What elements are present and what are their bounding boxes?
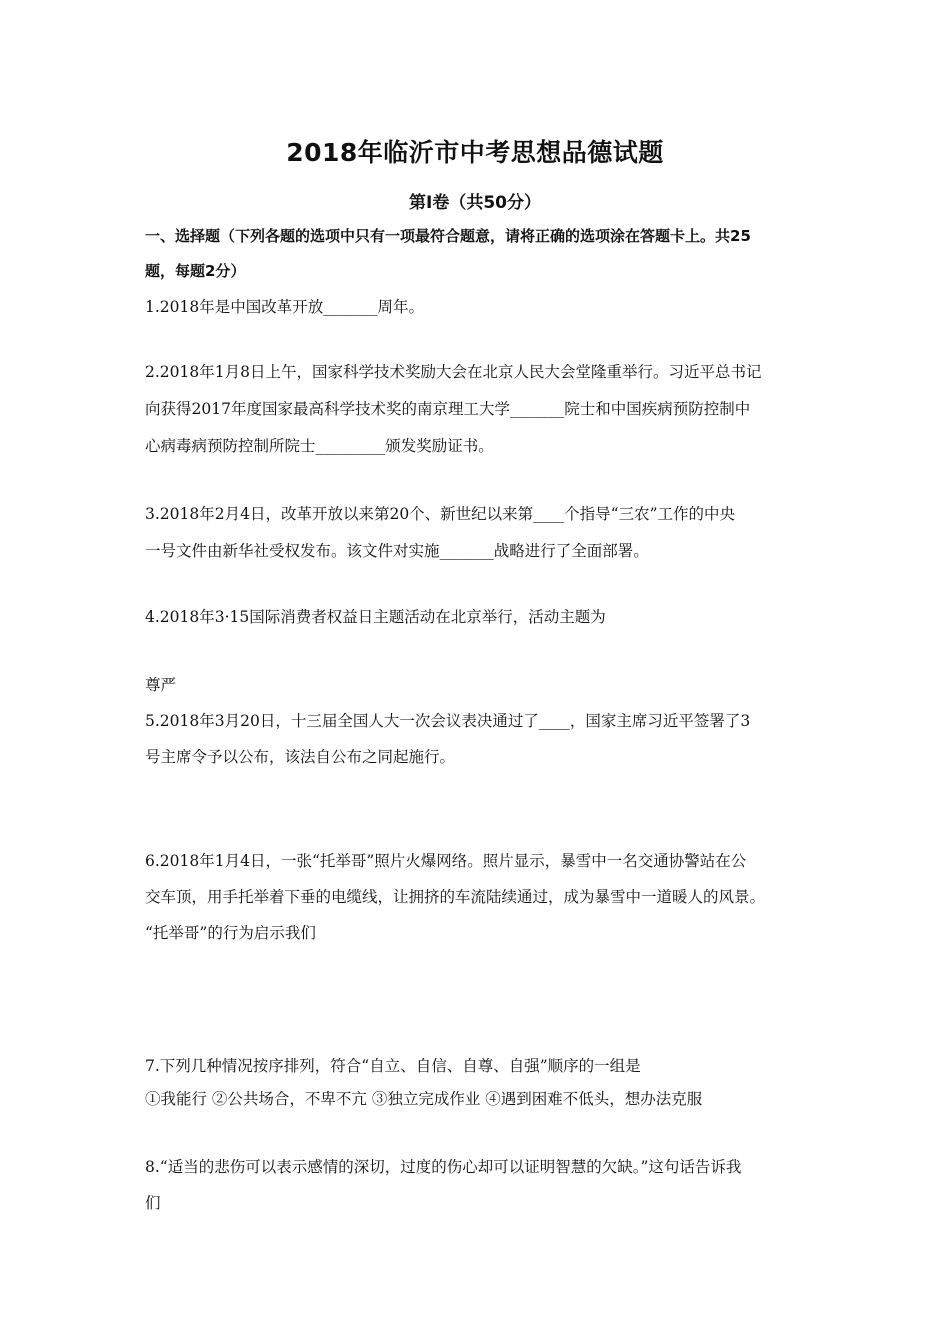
q8-stem-line1: 8.“适当的悲伤可以表示感情的深切，过度的伤心却可以证明智慧的欠缺。”这句话告诉我 [145, 1158, 742, 1176]
q7-items: ①我能行 ②公共场合，不卑不亢 ③独立完成作业 ④遇到困难不低头，想办法克服 [145, 1090, 703, 1108]
part-title: 第Ⅰ卷（共50分） [409, 193, 541, 213]
q3-stem-line1: 3.2018年2月4日，改革开放以来第20个、新世纪以来第____个指导“三农”工作的中央 [145, 505, 736, 523]
q2-stem-line3: 心病毒病预防控制所院士_________颁发奖励证书。 [145, 437, 494, 455]
q1-stem: 1.2018年是中国改革开放_______周年。 [145, 298, 424, 316]
q6-stem-line1: 6.2018年1月4日，一张“托举哥”照片火爆网络。照片显示，暴雪中一名交通协警站在公 [145, 852, 747, 870]
section-instruction-line1: 一、选择题（下列各题的选项中只有一项最符合题意，请将正确的选项涂在答题卡上。共25 [145, 227, 751, 245]
q6-stem-line2: 交车顶，用手托举着下垂的电缆线，让拥挤的车流陆续通过，成为暴雪中一道暖人的风景。 [145, 888, 766, 906]
q2-stem-line1: 2.2018年1月8日上午，国家科学技术奖励大会在北京人民大会堂隆重举行。习近平总书记 [145, 363, 762, 381]
q6-stem-line3: “托举哥”的行为启示我们 [145, 924, 316, 942]
section-instruction-line2: 题，每题2分） [145, 262, 246, 280]
q4-option-d-continued: 尊严 [145, 676, 177, 694]
q8-stem-line2: 们 [145, 1194, 161, 1212]
exam-title: 2018年临沂市中考思想品德试题 [286, 138, 664, 167]
q7-stem: 7.下列几种情况按序排列，符合“自立、自信、自尊、自强”顺序的一组是 [145, 1057, 641, 1075]
q2-stem-line2: 向获得2017年度国家最高科学技术奖的南京理工大学_______院士和中国疾病预防控制中 [145, 400, 751, 418]
q5-stem-line2: 号主席令予以公布，该法自公布之同起施行。 [145, 748, 456, 766]
q5-stem-line1: 5.2018年3月20日，十三届全国人大一次会议表决通过了____，国家主席习近平签署了3 [145, 712, 751, 730]
q3-stem-line2: 一号文件由新华社受权发布。该文件对实施_______战略进行了全面部署。 [145, 542, 649, 560]
q4-stem: 4.2018年3·15国际消费者权益日主题活动在北京举行，活动主题为 [145, 608, 606, 626]
